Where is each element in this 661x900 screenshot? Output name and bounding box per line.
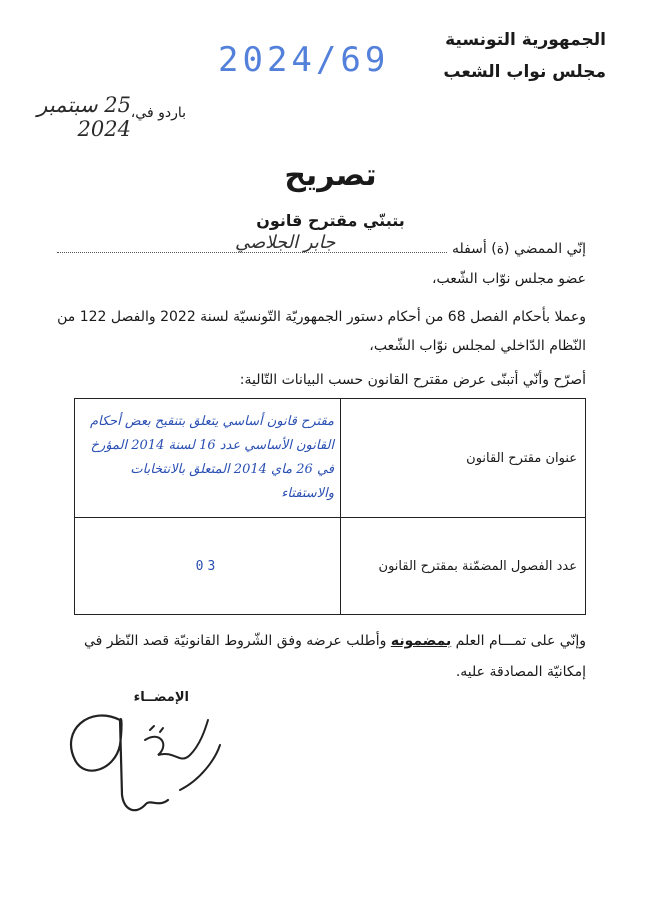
closing-line-1 (84, 633, 586, 649)
registration-stamp: 2024/69 (218, 40, 390, 80)
signature-label: الإمضــاء (133, 690, 189, 705)
closing-part-2: وأطلب عرضه وفق الشّروط القانونيّة قصد النّظر في (84, 633, 387, 649)
table-row (75, 518, 586, 615)
declarant-label: إنّي الممضي (ة) أسفله (451, 241, 586, 257)
table-intro: أصرّح وأنّي أتبنّى عرض مقترح القانون حسب البيانات التّالية: (239, 372, 586, 388)
header-parliament: مجلس نواب الشعب (443, 62, 606, 82)
row-label-title: عنوان مقترح القانون (341, 399, 586, 518)
date-prefix: باردو في، (130, 105, 186, 121)
member-line: عضو مجلس نوّاب الشّعب، (432, 271, 586, 287)
closing-part-1: وإنّي على تمـــام العلم (455, 633, 586, 649)
legal-basis-line-2: النّظام الدّاخلي لمجلس نوّاب الشّعب، (369, 338, 586, 354)
row-label-article-count: عدد الفصول المضمّنة بمقترح القانون (341, 518, 586, 615)
handwritten-date: 25 سبتمبر 2024 (37, 93, 131, 141)
handwritten-signature (50, 700, 230, 830)
closing-bold-word: بمضمونه (390, 633, 452, 649)
handwritten-proposal-title: مقترح قانون أساسي يتعلق بتنقيح بعض أحكام القانون الأساسي عدد 16 لسنة 2014 المؤرخ في 26 ماي 2014 المتعلق بالانتخابات والاستفتاء (75, 399, 341, 518)
handwritten-declarant-name: جابر الجلاصي (235, 232, 336, 253)
document-title: تصريح (284, 158, 377, 193)
proposal-info-table (74, 398, 586, 615)
document-subtitle: بتبنّي مقترح قانون (256, 211, 405, 230)
table-row (75, 399, 586, 518)
legal-basis-line-1: وعملا بأحكام الفصل 68 من أحكام دستور الجمهوريّة التّونسيّة لسنة 2022 والفصل 122 من (57, 309, 586, 325)
closing-line-2: إمكانيّة المصادقة عليه. (455, 664, 586, 680)
header-republic: الجمهورية التونسية (445, 30, 606, 50)
handwritten-article-count: 03 (75, 518, 341, 615)
